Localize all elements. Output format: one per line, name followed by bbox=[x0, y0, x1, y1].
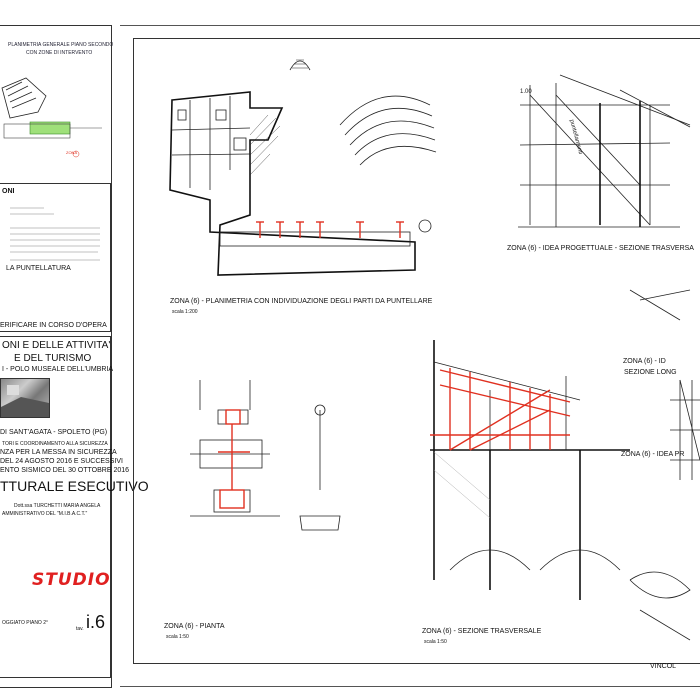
bottom-border-line bbox=[120, 686, 700, 687]
project-type: TTURALE ESECUTIVO bbox=[0, 478, 149, 494]
plan-scale: scala 1:200 bbox=[172, 309, 198, 315]
general-plan-thumbnail bbox=[0, 30, 114, 155]
right-edge-sketches bbox=[620, 280, 700, 660]
top-border-line bbox=[120, 25, 700, 26]
plan-thumbnail-drawing bbox=[0, 30, 110, 155]
idea-section-sketch bbox=[500, 65, 700, 245]
studio-logo: STUDIO bbox=[32, 570, 111, 590]
date-line-2: ENTO SISMICO DEL 30 OTTOBRE 2016 bbox=[0, 467, 130, 474]
svg-text:ZONA: ZONA bbox=[66, 150, 78, 155]
right-caption-1b: SEZIONE LONG bbox=[624, 369, 677, 376]
sezione-drawing bbox=[430, 340, 630, 600]
plan-caption: ZONA (6) - PLANIMETRIA CON INDIVIDUAZIONE DEGLI PARTI DA PUNTELLARE bbox=[170, 298, 433, 305]
plan-title: PLANIMETRIA GENERALE PIANO SECONDO bbox=[8, 42, 114, 48]
pianta-scale: scala 1:50 bbox=[166, 634, 189, 640]
plan-subtitle: CON ZONE DI INTERVENTO bbox=[26, 50, 93, 56]
sezione-caption: ZONA (6) - SEZIONE TRASVERSALE bbox=[422, 628, 542, 635]
svg-text:1.00: 1.00 bbox=[520, 89, 532, 95]
date-line-1: DEL 24 AGOSTO 2016 E SUCCESSIVI bbox=[0, 458, 123, 465]
right-caption-2: ZONA (6) - IDEA PR bbox=[621, 451, 685, 458]
right-caption-3: VINCOL bbox=[650, 663, 677, 670]
sheet-prefix: tav. bbox=[76, 626, 84, 632]
sezione-scale: scala 1:50 bbox=[424, 639, 447, 645]
pianta-caption: ZONA (6) - PIANTA bbox=[164, 623, 225, 630]
designer-line-2: AMMINISTRATIVO DEL "M.I.B.A.C.T." bbox=[2, 511, 88, 517]
note-puntellatura: LA PUNTELLATURA bbox=[6, 265, 71, 272]
right-caption-1: ZONA (6) - ID bbox=[623, 358, 666, 365]
site-photo bbox=[0, 378, 50, 418]
urgency-line: NZA PER LA MESSA IN SICUREZZA bbox=[0, 449, 117, 456]
ministry-line-1: ONI E DELLE ATTIVITA' bbox=[2, 340, 111, 351]
floor-label: OGGIATO PIANO 2° bbox=[2, 620, 48, 626]
location-line: DI SANT'AGATA - SPOLETO (PG) bbox=[0, 429, 108, 436]
floor-plan-drawing bbox=[150, 50, 450, 300]
legend-header: ONI bbox=[2, 188, 15, 195]
ministry-line-2: E DEL TURISMO bbox=[14, 353, 92, 364]
designer-line-1: Dott.ssa TURCHETTI MARIA ANGELA bbox=[14, 503, 101, 509]
sheet-number: i.6 bbox=[86, 612, 106, 632]
ministry-line-3: I - POLO MUSEALE DELL'UMBRIA bbox=[2, 366, 114, 373]
note-verificare: ERIFICARE IN CORSO D'OPERA bbox=[0, 322, 107, 329]
safety-line: TORI E COORDINAMENTO ALLA SICUREZZA bbox=[2, 441, 108, 447]
svg-text:puntellamenti: puntellamenti bbox=[568, 118, 584, 156]
idea-section-caption: ZONA (6) - IDEA PROGETTUALE - SEZIONE TRASVERSA bbox=[507, 245, 694, 252]
pianta-drawing bbox=[170, 380, 350, 530]
